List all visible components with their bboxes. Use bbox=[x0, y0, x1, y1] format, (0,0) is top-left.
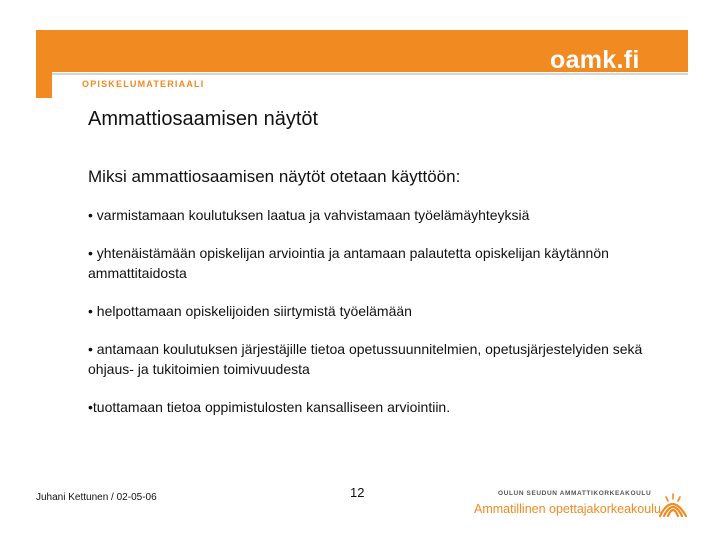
bullet-item: • yhtenäistämään opiskelijan arviointia ja antamaan palautetta opiskelijan käytännön ammattitaidosta bbox=[88, 245, 609, 281]
brand-logo-text[interactable]: oamk.fi bbox=[550, 46, 640, 74]
footer-author: Juhani Kettunen / 02-05-06 bbox=[36, 492, 157, 503]
logo-institution-name: OULUN SEUDUN AMMATTIKORKEAKOULU bbox=[498, 490, 652, 497]
bullet-item: •tuottamaan tietoa oppimistulosten kansalliseen arviointiin. bbox=[88, 399, 451, 415]
header-accent-strip bbox=[36, 72, 52, 98]
fan-arc-logo-icon bbox=[654, 490, 690, 520]
bullet-list bbox=[88, 205, 648, 435]
bullet-item: • helpottamaan opiskelijoiden siirtymistä työelämään bbox=[88, 303, 412, 319]
bullet-item: • varmistamaan koulutuksen laatua ja vahvistamaan työelämäyhteyksiä bbox=[88, 207, 530, 223]
page-subtitle: Miksi ammattiosaamisen näytöt otetaan käyttöön: bbox=[88, 167, 461, 186]
bullet-item: • antamaan koulutuksen järjestäjille tietoa opetussuunnitelmien, opetusjärjestelyiden sekä ohjaus- ja tukitoimien toimivuudesta bbox=[88, 341, 643, 377]
page-number: 12 bbox=[350, 485, 365, 500]
institution-logo bbox=[474, 490, 694, 524]
header-label: OPISKELUMATERIAALI bbox=[82, 79, 205, 89]
page-title: Ammattiosaamisen näytöt bbox=[88, 108, 319, 130]
logo-unit-name: Ammatillinen opettajakorkeakoulu bbox=[474, 502, 661, 516]
